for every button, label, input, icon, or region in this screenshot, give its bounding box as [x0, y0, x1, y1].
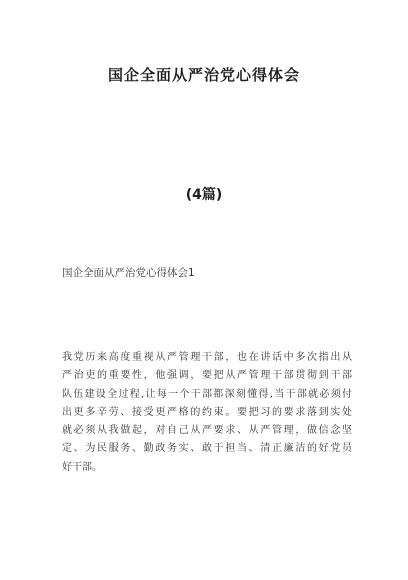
body-paragraph	[62, 349, 352, 477]
paragraph-line: 定、为民服务、勤政务实、敢于担当、清正廉洁的好党员	[62, 443, 352, 455]
section-heading: 国企全面从严治党心得体会1	[62, 267, 195, 279]
paragraph-line: 我党历来高度重视从严管理干部，也在讲话中多次指出从	[62, 352, 352, 363]
document-title: 国企全面从严治党心得体会	[107, 66, 300, 84]
paragraph-line: 出更多辛劳、接受更严格的约束。要把习的要求落到实处	[62, 406, 352, 418]
paragraph-line: 好干部。	[62, 461, 102, 473]
paragraph-line: 就必须从我做起，对自己从严要求、从严管理，做信念坚	[62, 425, 352, 437]
article-count: (4篇)	[185, 187, 223, 203]
paragraph-line: 队伍建设全过程,让每一个干部都深刻懂得,当干部就必须付	[62, 388, 352, 400]
paragraph-line: 严治吏的重要性，他强调，要把从严管理干部贯彻到干部	[62, 370, 352, 382]
